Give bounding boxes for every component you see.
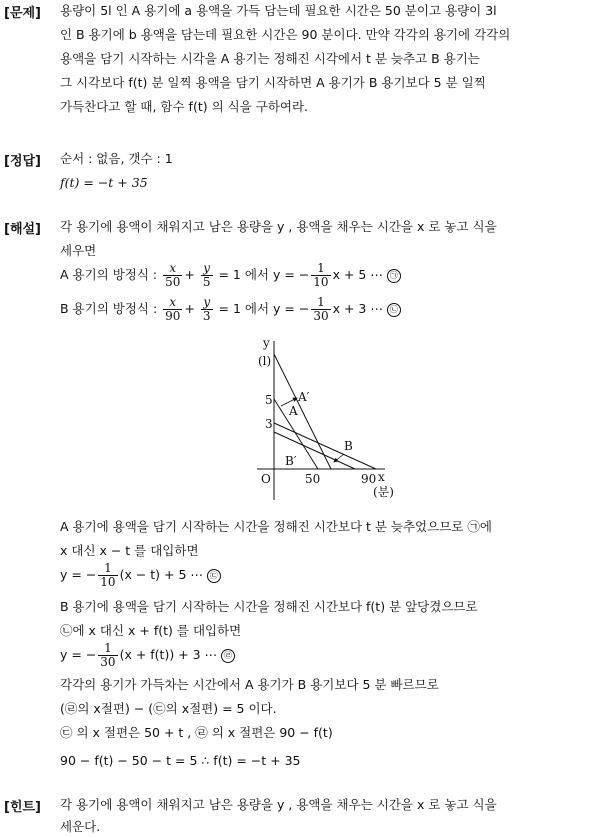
equation-a: A 용기의 방정식 : $\frac{x}{50}$ + $\frac{y}{5}$ = 1 에서 y = − $\frac{1}{10}$ x + 5 ⋯ ㉠ bbox=[60, 262, 401, 289]
circled-d-icon: ㉣ bbox=[221, 649, 235, 663]
label-b: B bbox=[344, 439, 353, 453]
problem-line-5: 가득찬다고 할 때, 함수 f(t) 의 식을 구하여라. bbox=[60, 99, 309, 114]
tick-y3: 3 bbox=[265, 417, 273, 431]
eq-b-pre: B 용기의 방정식 : bbox=[60, 301, 158, 316]
hint-tag: [힌트] bbox=[4, 800, 41, 815]
solution-p6: (㉣의 x절편) − (㉢의 x절편) = 5 이다. bbox=[60, 701, 277, 716]
solution-p1: A 용기에 용액을 담기 시작하는 시간을 정해진 시간보다 t 분 늦추었으므로 ㉠에 bbox=[60, 519, 492, 534]
problem-line-2: 인 B 용기에 b 용액을 담는데 필요한 시간은 90 분이다. 만약 각각의 용기에 각각의 bbox=[60, 27, 511, 42]
solution-p5: 각각의 용기가 가득차는 시간에서 A 용기가 B 용기보다 5 분 빠르므로 bbox=[60, 677, 439, 692]
solution-p7: ㉢ 의 x 절편은 50 + t , ㉣ 의 x 절편은 90 − f(t) bbox=[60, 725, 333, 740]
eq-a-mid: = 1 에서 y = − bbox=[218, 267, 310, 282]
hint-line-2: 세운다. bbox=[60, 819, 101, 834]
problem-line-1: 용량이 5l 인 A 용기에 a 용액을 가득 담는데 필요한 시간은 50 분이고 용량이 3l bbox=[60, 3, 497, 18]
frac-b2: $\frac{y}{3}$ bbox=[202, 295, 211, 323]
eq-b-mid: = 1 에서 y = − bbox=[218, 301, 310, 316]
eq-b-post: x + 3 ⋯ bbox=[332, 301, 383, 316]
circled-b-icon: ㉡ bbox=[387, 303, 401, 317]
circled-a-icon: ㉠ bbox=[387, 269, 401, 283]
eq-c-post: (x − t) + 5 ⋯ bbox=[119, 567, 203, 582]
tick-y5: 5 bbox=[265, 393, 273, 407]
label-a: A bbox=[289, 404, 298, 418]
solution-graph bbox=[245, 335, 405, 503]
label-a2: A′ bbox=[298, 390, 310, 404]
frac-a3: $\frac{1}{10}$ bbox=[313, 261, 329, 289]
eq-a-post: x + 5 ⋯ bbox=[332, 267, 383, 282]
solution-p3: B 용기에 용액을 담기 시작하는 시간을 정해진 시간보다 f(t) 분 앞당겼으므로 bbox=[60, 599, 478, 614]
eq-d-post: (x + f(t)) + 3 ⋯ bbox=[119, 647, 218, 662]
x-axis-label: x bbox=[378, 470, 385, 484]
problem-line-4: 그 시각보다 f(t) 분 일찍 용액을 담기 시작하면 A 용기가 B 용기보다 5 분 일찍 bbox=[60, 75, 486, 90]
line-a-shifted bbox=[274, 354, 331, 469]
frac-b3: $\frac{1}{30}$ bbox=[313, 295, 329, 323]
solution-intro-1: 각 용기에 용액이 채워지고 남은 용량을 y , 용액을 채우는 시간을 x 로 놓고 식을 bbox=[60, 219, 497, 234]
frac-a2: $\frac{y}{5}$ bbox=[202, 261, 211, 289]
eq-d-pre: y = − bbox=[60, 647, 97, 662]
label-b2: B′ bbox=[285, 454, 297, 468]
frac-c: $\frac{1}{10}$ bbox=[100, 561, 116, 589]
eq-a-pre: A 용기의 방정식 : bbox=[60, 267, 158, 282]
equation-d bbox=[60, 642, 235, 669]
problem-tag: [문제] bbox=[4, 6, 41, 21]
hint-line-1: 각 용기에 용액이 채워지고 남은 용량을 y , 용액을 채우는 시간을 x 로 놓고 식을 bbox=[60, 797, 497, 812]
solution-intro-2: 세우면 bbox=[60, 243, 97, 258]
frac-a1: $\frac{x}{50}$ bbox=[165, 261, 181, 289]
solution-tag: [해설] bbox=[4, 222, 41, 237]
answer-tag: [정답] bbox=[4, 154, 41, 169]
answer-line-2: f(t) = −t + 35 bbox=[60, 175, 148, 190]
eq-c-pre: y = − bbox=[60, 567, 97, 582]
solution-p4: ㉡에 x 대신 x + f(t) 를 대입하면 bbox=[60, 623, 242, 638]
equation-b: B 용기의 방정식 : $\frac{x}{90}$ + $\frac{y}{3}$ = 1 에서 y = − $\frac{1}{30}$ x + 3 ⋯ ㉡ bbox=[60, 296, 401, 323]
frac-d: $\frac{1}{30}$ bbox=[100, 641, 116, 669]
y-unit-label: (l) bbox=[258, 354, 272, 368]
x-unit-label: (분) bbox=[373, 485, 394, 499]
solution-p8: 90 − f(t) − 50 − t = 5 ∴ f(t) = −t + 35 bbox=[60, 753, 301, 768]
tick-x50: 50 bbox=[305, 472, 321, 486]
problem-line-3: 용액을 담기 시작하는 시각을 A 용기는 정해진 시각에서 t 분 늦추고 B 용기는 bbox=[60, 51, 480, 66]
circled-c-icon: ㉢ bbox=[207, 569, 221, 583]
tick-x90: 90 bbox=[361, 472, 377, 486]
y-axis-label: y bbox=[263, 336, 270, 350]
solution-p2: x 대신 x − t 를 대입하면 bbox=[60, 543, 199, 558]
answer-line-1: 순서 : 없음, 갯수 : 1 bbox=[60, 151, 173, 166]
origin-label: O bbox=[261, 472, 271, 486]
frac-b1: $\frac{x}{90}$ bbox=[165, 295, 181, 323]
arrow-b bbox=[334, 454, 344, 462]
equation-c bbox=[60, 562, 221, 589]
